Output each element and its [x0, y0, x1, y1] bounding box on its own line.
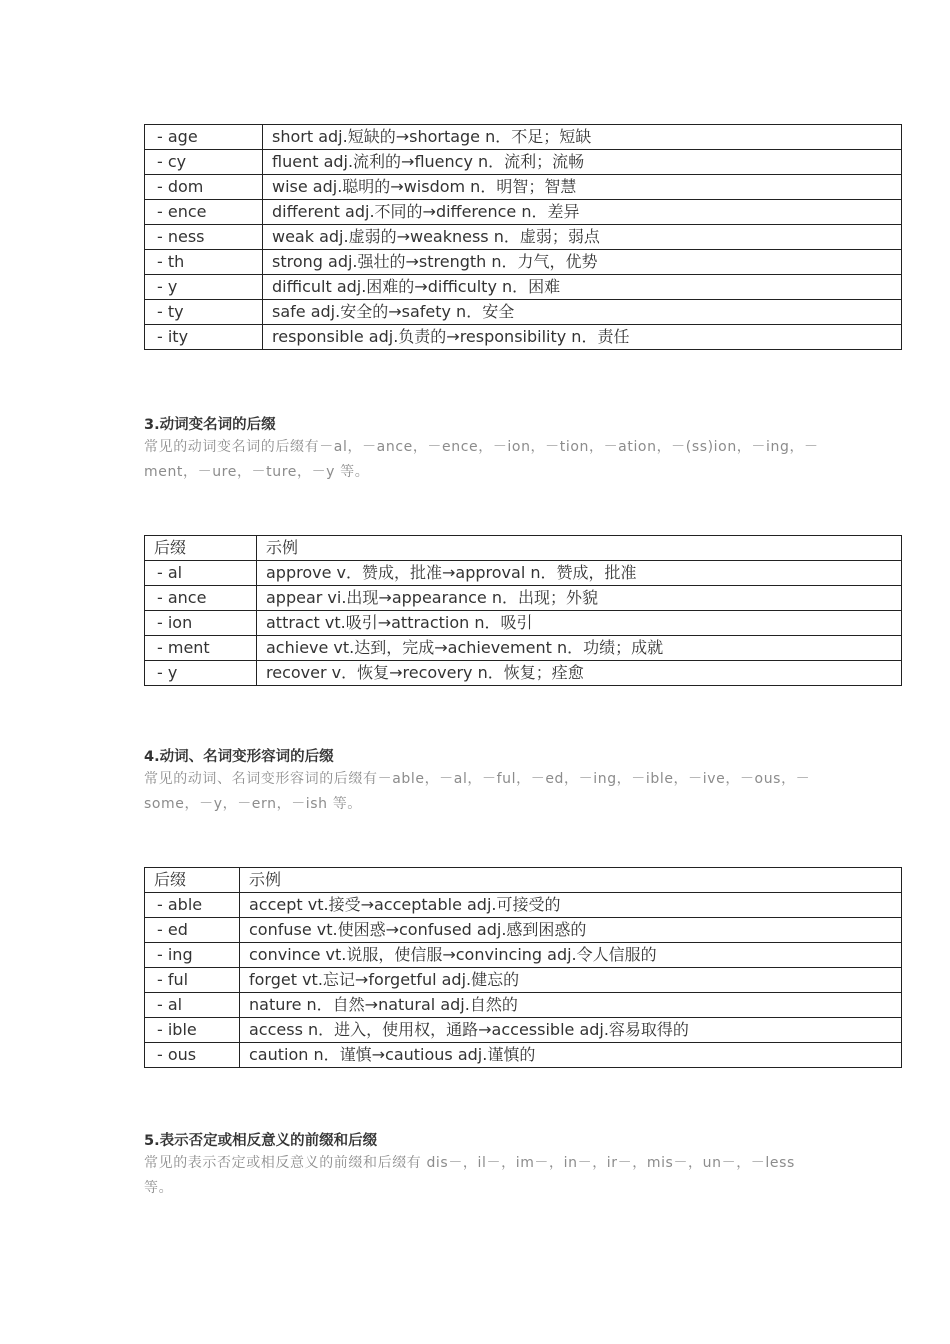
- header-example-cell: 示例: [240, 868, 902, 893]
- suffix-cell: - ance: [145, 586, 257, 611]
- table-row: [145, 611, 902, 636]
- table-row: [145, 200, 902, 225]
- suffix-cell: - ity: [145, 325, 263, 350]
- example-cell: forget vt.忘记→forgetful adj.健忘的: [240, 968, 902, 993]
- suffix-cell: - ness: [145, 225, 263, 250]
- table-row: [145, 561, 902, 586]
- table-row: [145, 893, 902, 918]
- table-row: [145, 325, 902, 350]
- suffix-cell: - ence: [145, 200, 263, 225]
- suffix-cell: - y: [145, 661, 257, 686]
- suffix-cell: - ible: [145, 1018, 240, 1043]
- example-cell: different adj.不同的→difference n．差异: [263, 200, 902, 225]
- table-row: [145, 175, 902, 200]
- header-suffix-cell: 后缀: [145, 536, 257, 561]
- example-cell: recover v．恢复→recovery n．恢复；痊愈: [257, 661, 902, 686]
- example-cell: appear vi.出现→appearance n．出现；外貌: [257, 586, 902, 611]
- table-row: [145, 1043, 902, 1068]
- table-row: [145, 250, 902, 275]
- example-cell: attract vt.吸引→attraction n．吸引: [257, 611, 902, 636]
- example-cell: caution n．谨慎→cautious adj.谨慎的: [240, 1043, 902, 1068]
- table-header-row: [145, 868, 902, 893]
- table-row: [145, 275, 902, 300]
- suffix-cell: - ful: [145, 968, 240, 993]
- table-row: [145, 125, 902, 150]
- suffix-cell: - ing: [145, 943, 240, 968]
- suffix-cell: - dom: [145, 175, 263, 200]
- table-row: [145, 943, 902, 968]
- table-header-row: [145, 536, 902, 561]
- table-row: [145, 968, 902, 993]
- example-cell: difficult adj.困难的→difficulty n．困难: [263, 275, 902, 300]
- section-3-heading: 3.动词变名词的后缀: [144, 417, 276, 433]
- section-4-heading: 4.动词、名词变形容词的后缀: [144, 749, 334, 765]
- table-row: [145, 300, 902, 325]
- example-cell: approve v．赞成，批准→approval n．赞成，批准: [257, 561, 902, 586]
- example-cell: wise adj.聪明的→wisdom n．明智；智慧: [263, 175, 902, 200]
- suffix-cell: - ment: [145, 636, 257, 661]
- suffix-cell: - cy: [145, 150, 263, 175]
- section-3-paragraph: 常见的动词变名词的后缀有－al，－ance，－ence，－ion，－tion，－ation，－(ss)ion，－ing，－ment，－ure，－ture，－y 等。: [144, 439, 819, 480]
- header-suffix-cell: 后缀: [145, 868, 240, 893]
- table-row: [145, 225, 902, 250]
- suffix-table-adj-to-noun: [144, 124, 902, 350]
- example-cell: access n．进入，使用权，通路→accessible adj.容易取得的: [240, 1018, 902, 1043]
- suffix-cell: - able: [145, 893, 240, 918]
- section-4-paragraph: 常见的动词、名词变形容词的后缀有－able，－al，－ful，－ed，－ing，－ible，－ive，－ous，－some，－y，－ern，－ish 等。: [144, 771, 811, 812]
- table-row: [145, 918, 902, 943]
- example-cell: safe adj.安全的→safety n．安全: [263, 300, 902, 325]
- suffix-table-verb-to-noun: [144, 535, 902, 686]
- example-cell: nature n．自然→natural adj.自然的: [240, 993, 902, 1018]
- example-cell: accept vt.接受→acceptable adj.可接受的: [240, 893, 902, 918]
- example-cell: confuse vt.使困惑→confused adj.感到困惑的: [240, 918, 902, 943]
- section-5-heading: 5.表示否定或相反意义的前缀和后缀: [144, 1133, 378, 1149]
- table-row: [145, 636, 902, 661]
- suffix-cell: - al: [145, 561, 257, 586]
- suffix-cell: - y: [145, 275, 263, 300]
- table-row: [145, 661, 902, 686]
- example-cell: convince vt.说服，使信服→convincing adj.令人信服的: [240, 943, 902, 968]
- suffix-cell: - ous: [145, 1043, 240, 1068]
- table-row: [145, 993, 902, 1018]
- example-cell: responsible adj.负责的→responsibility n．责任: [263, 325, 902, 350]
- suffix-cell: - ed: [145, 918, 240, 943]
- suffix-cell: - ion: [145, 611, 257, 636]
- table-row: [145, 586, 902, 611]
- suffix-cell: - al: [145, 993, 240, 1018]
- suffix-table-to-adjective: [144, 867, 902, 1068]
- example-cell: short adj.短缺的→shortage n．不足；短缺: [263, 125, 902, 150]
- table-row: [145, 150, 902, 175]
- suffix-cell: - age: [145, 125, 263, 150]
- suffix-cell: - th: [145, 250, 263, 275]
- example-cell: strong adj.强壮的→strength n．力气，优势: [263, 250, 902, 275]
- header-example-cell: 示例: [257, 536, 902, 561]
- suffix-cell: - ty: [145, 300, 263, 325]
- table-row: [145, 1018, 902, 1043]
- section-5-paragraph: 常见的表示否定或相反意义的前缀和后缀有 dis－，il－，im－，in－，ir－，mis－，un－，－less 等。: [144, 1155, 795, 1196]
- example-cell: achieve vt.达到，完成→achievement n．功绩；成就: [257, 636, 902, 661]
- example-cell: weak adj.虚弱的→weakness n．虚弱；弱点: [263, 225, 902, 250]
- example-cell: fluent adj.流利的→fluency n．流利；流畅: [263, 150, 902, 175]
